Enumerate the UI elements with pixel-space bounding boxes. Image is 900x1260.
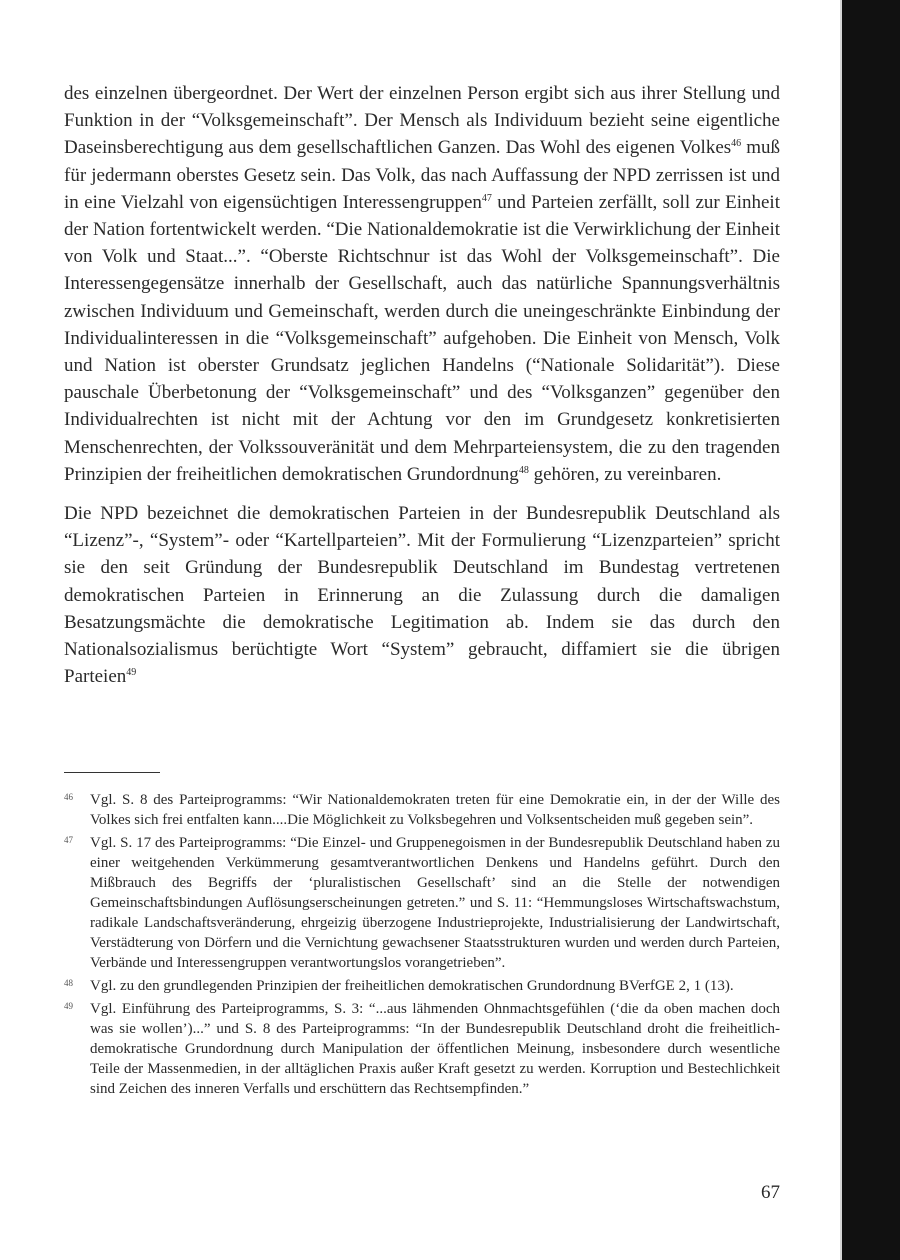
paragraph-2 [64, 500, 780, 690]
text-run: muß für jedermann oberstes Gesetz sein. Das Volk, das nach Auffassung der NPD zerrissen ist und in eine Vielzahl von eigensüchtigen Interessengruppen [64, 137, 780, 213]
footnote-ref-48[interactable]: 48 [518, 464, 529, 476]
footnote-separator [64, 772, 160, 773]
text-run: des einzelnen übergeordnet. Der Wert der einzelnen Person ergibt sich aus ihrer Stellung und Funktion in der “Volksgemeinschaft”. Der Mensch als Individuum bezieht seine eigentliche Daseinsberechtigung aus dem gesellschaftlichen Ganzen. Das Wohl des eigenen Volkes [64, 83, 780, 159]
footnote-number: 47 [64, 835, 73, 845]
footnote-47 [64, 833, 780, 973]
footnote-ref-46[interactable]: 46 [731, 138, 742, 150]
footnote-number: 48 [64, 978, 73, 988]
footnote-text: Vgl. Einführung des Parteiprogramms, S. 3: “...aus lähmenden Ohnmachtsgefühlen (‘die da oben machen doch was sie wollen’)...” und S. 8 des Parteiprogramms: “In der Bundesrepublik Deutschland droht die freiheitlich-demokratische Grundordnung durch Manipulation der öffentlichen Meinung, insbesondere durch wesentliche Teile der Massenmedien, in der alltäglichen Praxis außer Kraft gesetzt zu werden. Korruption und Bestechlichkeit sind Zeichen des inneren Verfalls und erschüttern das Rechtsempfinden.” [90, 1001, 780, 1097]
footnotes [64, 790, 780, 1102]
footnote-46 [64, 790, 780, 830]
body-text [64, 80, 780, 702]
text-run: und Parteien zerfällt, soll zur Einheit der Nation fortentwickelt werden. “Die Nationaldemokratie ist die Verwirklichung der Einheit von Volk und Staat...”. “Oberste Richtschnur ist das Wohl der Volksgemeinschaft”. Die Interessengegensätze innerhalb der Gesellschaft, auch das natürliche Spannungsverhältnis zwischen Individuum und Gemeinschaft, werden durch die uneingeschränkte Einbindung der Individualinteressen in die “Volksgemeinschaft” aufgehoben. Die Einheit von Mensch, Volk und Nation ist oberster Grundsatz jeglichen Handelns (“Nationale Solidarität”). Diese pauschale Überbetonung der “Volksgemeinschaft” und des “Volksganzen” gegenüber den Individualrechten ist nicht mit der Achtung vor den im Grundgesetz konkretisierten Menschenrechten, der Volkssouveränität und dem Mehrparteiensystem, die zu den tragenden Prinzipien der freiheitlichen demokratischen Grundordnung [64, 191, 780, 485]
footnote-text: Vgl. S. 17 des Parteiprogramms: “Die Einzel- und Gruppenegoismen in der Bundesrepublik Deutschland haben zu einer weitgehenden Verkümmerung gesamtverantwortlichen Denkens und Handelns geführt. Durch den Mißbrauch des Begriffs der ‘pluralistischen Gesellschaft’ sind an die Stelle der notwendigen Gemeinschaftsbindungen Auflösungserscheinungen getreten.” und S. 11: “Hemmungsloses Wirtschaftswachstum, radikale Landschaftsveränderung, ehrgeizig überzogene Industrieprojekte, Industrialisierung der Landwirtschaft, Verstädterung von Dörfern und die Vernichtung gewachsener Staatsstrukturen wurden und werden durch Parteien, Verbände und Interessengruppen verantwortungslos vorangetrieben”. [90, 835, 780, 971]
text-run: Die NPD bezeichnet die demokratischen Parteien in der Bundesrepublik Deutschland als “Lizenz”-, “System”- oder “Kartellparteien”. Mit der Formulierung “Lizenzparteien” spricht sie den seit Gründung der Bundesrepublik Deutschland im Bundestag vertretenen demokratischen Parteien in Erinnerung an die Zulassung durch die damaligen Besatzungsmächte die demokratische Legitimation ab. Indem sie das durch den Nationalsozialismus berüchtigte Wort “System” gebraucht, diffamiert sie die übrigen Parteien [64, 503, 780, 688]
text-run: gehören, zu vereinbaren. [528, 463, 722, 485]
footnote-ref-47[interactable]: 47 [481, 192, 492, 204]
footnote-text: Vgl. S. 8 des Parteiprogramms: “Wir Nationaldemokraten treten für eine Demokratie ein, in der der Wille des Volkes sich frei entfalten kann....Die Möglichkeit zu Volksbegehren und Volksentscheiden muß gegeben sein”. [90, 792, 780, 828]
footnote-text: Vgl. zu den grundlegenden Prinzipien der freiheitlichen demokratischen Grundordnung BVerfGE 2, 1 (13). [90, 978, 734, 994]
paragraph-1 [64, 80, 780, 488]
footnote-number: 49 [64, 1001, 73, 1011]
page-number: 67 [761, 1182, 780, 1203]
footnote-number: 46 [64, 792, 73, 802]
footnote-48 [64, 976, 780, 996]
scan-edge-bar [842, 0, 900, 1260]
footnote-49 [64, 999, 780, 1099]
footnote-ref-49[interactable]: 49 [126, 667, 137, 679]
